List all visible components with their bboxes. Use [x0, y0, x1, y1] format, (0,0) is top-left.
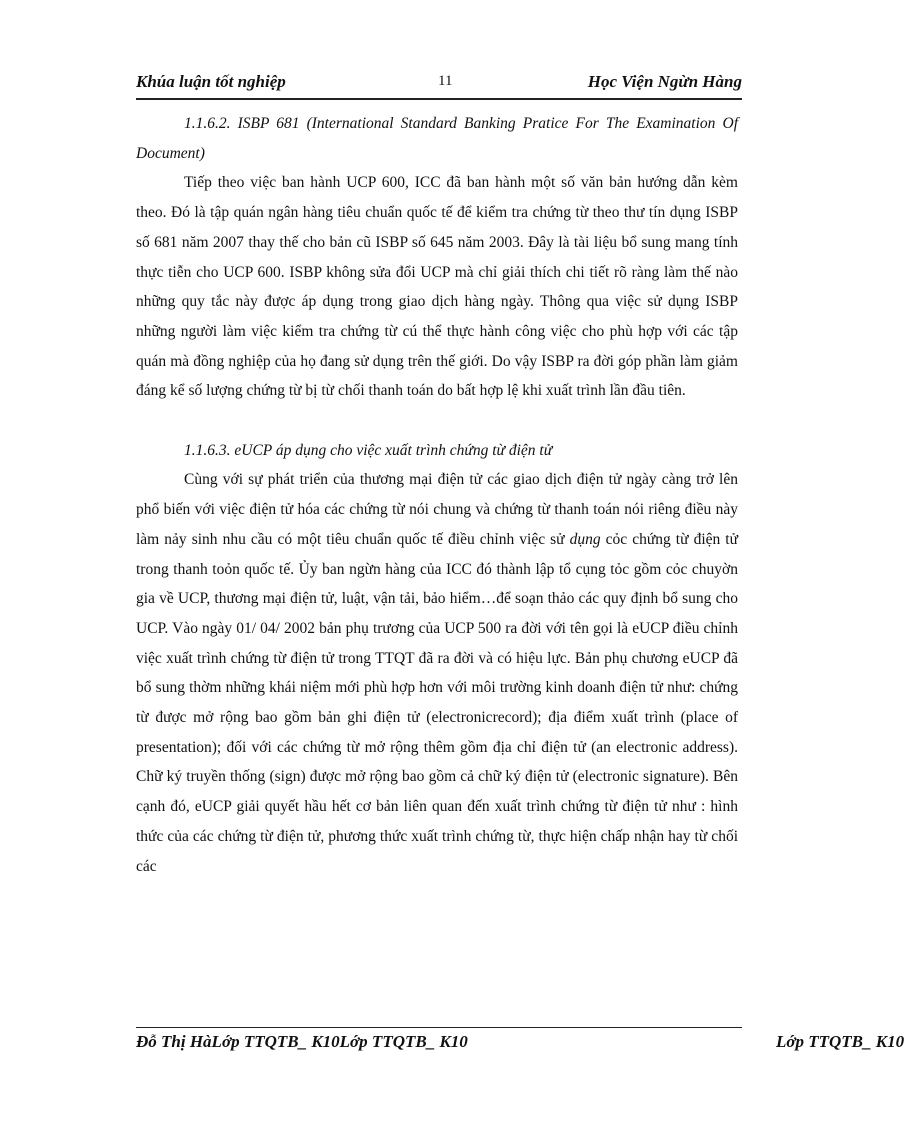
- section-heading-1-1-6-2: 1.1.6.2. ISBP 681 (International Standard Banking Pratice For The Examination Of Document): [136, 115, 738, 162]
- section-heading-1-1-6-3: 1.1.6.3. eUCP áp dụng cho việc xuất trình chứng từ điện tử: [184, 441, 553, 459]
- paragraph-isbp: Tiếp theo việc ban hành UCP 600, ICC đã ban hành một số văn bản hướng dẫn kèm theo. Đó là tập quán ngân hàng tiêu chuẩn quốc tế để kiểm tra chứng từ theo thư tín dụng ISBP số 681 năm 2007 thay thế cho bản cũ ISBP số 645 năm 2003. Đây là tài liệu bổ sung mang tính thực tiễn cho UCP 600. ISBP không sửa đổi UCP mà chỉ giải thích chi tiết rõ ràng làm thế nào những quy tắc này được áp dụng trong giao dịch hàng ngày. Thông qua việc sử dụng ISBP những người làm việc kiểm tra chứng từ cú thể thực hành công việc cho phù hợp với các tập quán mà đồng nghiệp của họ đang sử dụng trên thế giới. Do vậy ISBP ra đời góp phần làm giảm đáng kể số lượng chứng từ bị từ chối thanh toán do bất hợp lệ khi xuất trình lần đầu tiên.: [136, 174, 738, 400]
- paragraph-gap: [136, 406, 738, 436]
- page-footer: [136, 1032, 904, 1058]
- paragraph-eucp-emphasis: dụng: [569, 530, 601, 548]
- document-body: [136, 109, 738, 881]
- paragraph-eucp-text-2: cỏc chứng từ điện tử trong thanh toỏn quốc tế. Ủy ban ngừn hàng của ICC đó thành lập tổ cụng tỏc gồm cỏc chuyờn gia về UCP, thương mại điện tử, luật, vận tải, bảo hiểm…để soạn thảo các quy định bổ sung cho UCP. Vào ngày 01/ 04/ 2002 bản phụ trương của UCP 500 ra đời với tên gọi là eUCP điều chỉnh việc xuất trình chứng từ điện tử trong TTQT đã ra đời và có hiệu lực. Bản phụ chương eUCP đã bổ sung thờm những khái niệm mới phù hợp hơn với môi trường kinh doanh điện tử như: chứng từ được mở rộng bao gồm bản ghi điện tử (electronicrecord); địa điểm xuất trình (place of presentation); đối với các chứng từ mở rộng thêm gồm địa chỉ điện tử (an electronic address). Chữ ký truyền thống (sign) được mở rộng bao gồm cả chữ ký điện tử (electronic signature). Bên cạnh đó, eUCP giải quyết hầu hết cơ bản liên quan đến xuất trình chứng từ điện tử như : hình thức của các chứng từ điện tử, phương thức xuất trình chứng từ, thực hiện chấp nhận hay từ chối các: [136, 530, 739, 875]
- page-number: 11: [438, 73, 453, 89]
- footer-author-class: Đỗ Thị HàLớp TTQTB_ K10Lớp TTQTB_ K10: [136, 1032, 468, 1051]
- header-institution: Học Viện Ngừn Hàng: [587, 72, 742, 91]
- footer-divider: [136, 1027, 742, 1028]
- page-header: [136, 72, 742, 98]
- header-divider: [136, 98, 742, 100]
- footer-class-label: Lớp TTQTB_ K10: [776, 1032, 904, 1051]
- paragraph-eucp-text-1: Cùng với sự phát triển của thương mại điện tử các giao dịch điện tử ngày càng trở lên phổ biến với việc điện tử hóa các chứng từ nói chung và chứng từ thanh toán nói riêng điều này làm nảy sinh nhu cầu có một tiêu chuẩn quốc tế điều chỉnh việc sử: [136, 471, 738, 548]
- header-thesis-title: Khúa luận tốt nghiệp: [136, 72, 286, 91]
- paragraph-eucp: [136, 465, 738, 881]
